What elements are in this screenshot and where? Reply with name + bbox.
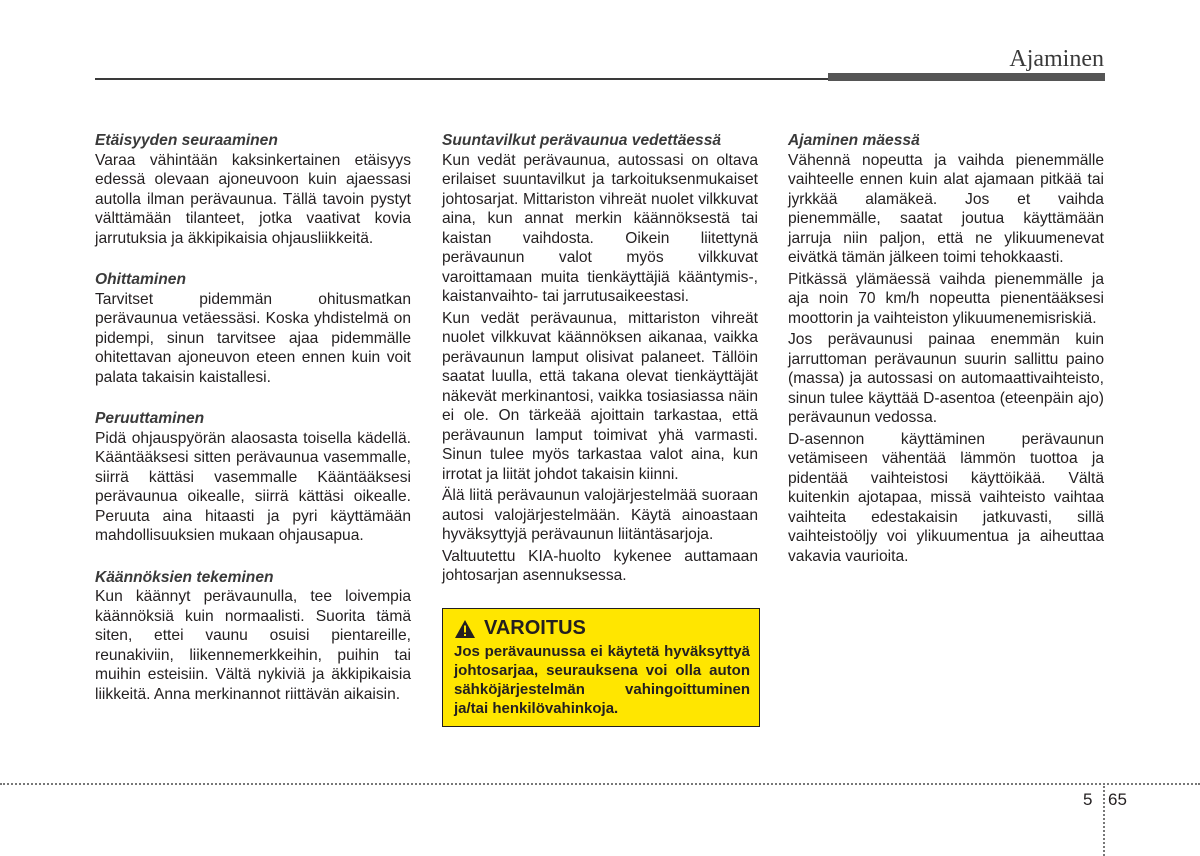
warning-box <box>442 608 760 727</box>
section-title: Suuntavilkut perävaunua vedettäessä <box>442 132 722 149</box>
page-number: 65 <box>1108 790 1127 809</box>
section-reversing <box>95 409 411 546</box>
paragraph: Vähennä nopeutta ja vaihda pienemmälle vaihteelle ennen kuin alat ajamaan pitkää tai jyrkkää alamäkeä. Jos et vaihda pienemmälle, saatat joutua käyttämään jarruja niin paljon, että ne ylikuumenevat eivätkä tämän jälkeen toimi tehokkaasti. <box>788 151 1104 266</box>
section-title: Ajaminen mäessä <box>788 132 920 149</box>
paragraph: Kun käännyt perävaunulla, tee loivempia käännöksiä kuin normaalisti. Suorita tämä siten, ettei vaunu osuisi pientareille, reunakiviin, liikennemerkkeihin, puihin tai muihin esteisiin. Vältä nykiviä ja äkkipikaisia liikkeitä. Anna merkinannot riittävän aikaisin. <box>95 588 411 703</box>
paragraph: Tarvitset pidemmän ohitusmatkan perävaunua vetäessäsi. Koska yhdistelmä on pidempi, sinun tarvitsee ajaa pidemmälle ohitettavan ajoneuvon eteen ennen kuin voit palata takaisin kaistallesi. <box>95 290 411 386</box>
paragraph: Älä liitä perävaunun valojärjestelmää suoraan autosi valojärjestelmään. Käytä ainoastaan hyväksyttyjä perävaunun liitäntäsarjoja. <box>442 487 758 543</box>
column-middle <box>442 131 758 727</box>
paragraph: D-asennon käyttäminen perävaunun vetämiseen vähentää lämmön tuottoa ja pidentää vaihteistosi käyttöikää. Vältä kuitenkin ajotapaa, missä vaihteisto vaihtaa vaihteita edestakaisin jatkuvasti, sillä vaihteistoöljy voi ylikuumentua ja aiheuttaa vakavia vaurioita. <box>788 430 1104 565</box>
section-title: Peruuttaminen <box>95 410 205 427</box>
warning-heading: VAROITUS <box>484 616 586 639</box>
column-left <box>95 131 411 726</box>
warning-heading-row <box>454 616 750 639</box>
section-title: Ohittaminen <box>95 271 186 288</box>
header-accent-bar <box>828 73 1105 81</box>
warning-triangle-icon <box>454 619 476 639</box>
header-rule <box>95 78 830 80</box>
section-hill-driving <box>788 131 1104 566</box>
paragraph: Valtuutettu KIA-huolto kykenee auttamaan johtosarjan asennuksessa. <box>442 547 758 584</box>
paragraph: Varaa vähintään kaksinkertainen etäisyys edessä olevaan ajoneuvoon kuin ajaessasi autolla ilman perävaunua. Tällä tavoin pystyt välttämään tilanteet, jotka vaativat kovia jarrutuksia ja äkkipikaisia ohjausliikkeitä. <box>95 151 411 247</box>
section-title: Etäisyyden seuraaminen <box>95 132 278 149</box>
paragraph: Pitkässä ylämäessä vaihda pienemmälle ja aja noin 70 km/h nopeutta pienentääksesi moottorin ja vaihteiston ylikuumenemisriskiä. <box>788 270 1104 327</box>
column-right <box>788 131 1104 588</box>
section-turning <box>95 568 411 705</box>
footer-dotted-rule <box>0 783 1200 785</box>
footer-dotted-divider <box>1103 786 1105 856</box>
section-title: Käännöksien tekeminen <box>95 568 274 586</box>
paragraph: Kun vedät perävaunua, mittariston vihreät nuolet vilkkuvat käännöksen aikanaa, vaikka perävaunun lamput olisivat palaneet. Tällöin saatat luulla, että takana olevat tienkäyttäjät näkevät merkinantosi, vaikka tosiasiassa näin ei ole. On tärkeää ajoittain tarkastaa, että perävaunun lamput toimivat yhä varmasti. Sinun tulee myös tarkastaa valot aina, kun irrotat ja liität johdot takaisin kiinni. <box>442 309 758 483</box>
section-following-distance <box>95 131 411 248</box>
page-header-title: Ajaminen <box>1009 46 1104 72</box>
paragraph: Kun vedät perävaunua, autossasi on oltava erilaiset suuntavilkut ja tarkoituksenmukaiset johtosarjat. Mittariston vihreät nuolet vilkkuvat aina, kun annat merkin käännöksestä tai kaistan vaihdosta. Oikein liitettynä perävaunun valot myös vilkkuvat varoittamaan muita tienkäyttäjiä kääntymis-, kaistanvaihto- tai jarrutusaikeestasi. <box>442 151 758 305</box>
paragraph: Pidä ohjauspyörän alaosasta toisella kädellä. Kääntääksesi sitten perävaunua vasemmalle, siirrä kättäsi vasemmalle Kääntääksesi perävaunua oikealle, siirrä kättäsi oikealle. Peruuta aina hitaasti ja pyri käyttämään mahdollisuuksien mukaan ohjausapua. <box>95 429 411 544</box>
section-overtaking <box>95 270 411 387</box>
paragraph: Jos perävaunusi painaa enemmän kuin jarruttoman perävaunun suurin sallittu paino (massa) ja autossasi on automaattivaihteisto, sinun tulee käyttää D-asentoa (eteenpäin ajo) perävaunun vedossa. <box>788 331 1104 426</box>
chapter-number: 5 <box>1083 790 1093 809</box>
section-turn-signals <box>442 131 758 586</box>
warning-text: Jos perävaunussa ei käytetä hyväksyttyä johtosarjaa, seurauksena voi olla auton sähköjärjestelmän vahingoittuminen ja/tai henkilövahinkoja. <box>454 642 750 717</box>
